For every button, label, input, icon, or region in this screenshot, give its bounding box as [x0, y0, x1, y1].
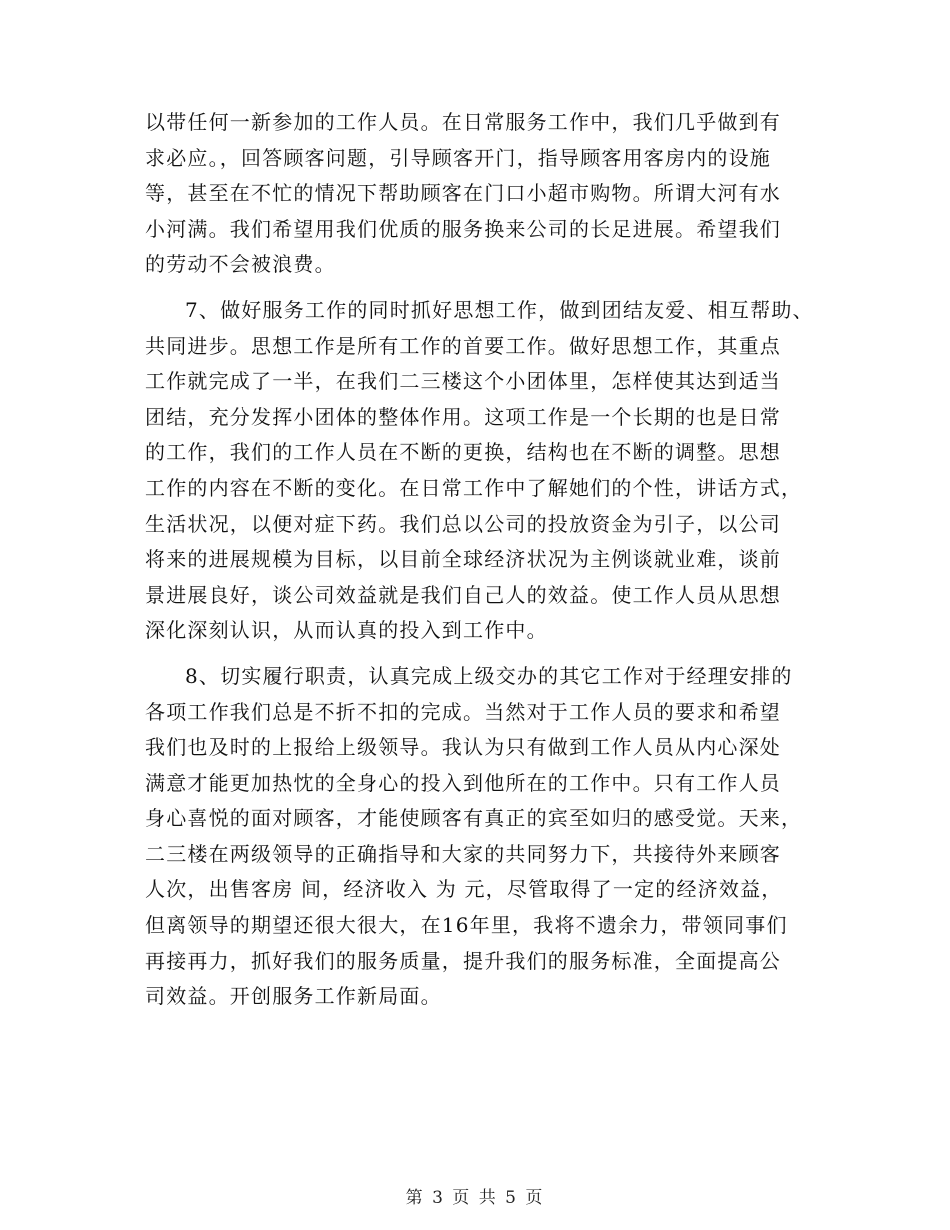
- text-line: 小河满。我们希望用我们优质的服务换来公司的长足进展。希望我们: [145, 216, 781, 241]
- text-line: 等，甚至在不忙的情况下帮助顾客在门口小超市购物。所谓大河有水: [145, 181, 781, 206]
- text-line: 各项工作我们总是不折不扣的完成。当然对于工作人员的要求和希望: [145, 699, 781, 724]
- body-text: [145, 105, 825, 1015]
- text-line: 人次，出售客房 间，经济收入 为 元，尽管取得了一定的经济效益，: [145, 877, 783, 902]
- paragraph-7-first-line: 7、做好服务工作的同时抓好思想工作，做到团结友爱、相互帮助、: [185, 297, 814, 322]
- text-line: 共同进步。思想工作是所有工作的首要工作。做好思想工作，其重点: [145, 333, 781, 358]
- text-line: 工作的内容在不断的变化。在日常工作中了解她们的个性，讲话方式，: [145, 475, 803, 500]
- text-line: 工作就完成了一半，在我们二三楼这个小团体里，怎样使其达到适当: [145, 369, 781, 394]
- paragraph-8-first-line: 8、切实履行职责，认真完成上级交办的其它工作对于经理安排的: [185, 663, 793, 688]
- text-line: 以带任何一新参加的工作人员。在日常服务工作中，我们几乎做到有: [145, 110, 781, 134]
- text-line: 我们也及时的上报给上级领导。我认为只有做到工作人员从内心深处: [145, 735, 781, 760]
- page-number-footer: 第 3 页 共 5 页: [405, 1188, 545, 1208]
- text-line: 团结，充分发挥小团体的整体作用。这项工作是一个长期的也是日常: [145, 404, 781, 429]
- text-line: 将来的进展规模为目标，以目前全球经济状况为主例谈就业难，谈前: [145, 547, 781, 572]
- text-line: 的工作，我们的工作人员在不断的更换，结构也在不断的调整。思想: [145, 440, 781, 465]
- text-line: 的劳动不会被浪费。: [145, 252, 336, 277]
- text-line: 满意才能更加热忱的全身心的投入到他所在的工作中。只有工作人员: [145, 770, 781, 795]
- text-line: 身心喜悦的面对顾客，才能使顾客有真正的宾至如归的感受觉。天来，: [145, 806, 803, 831]
- text-line: 求必应。，回答顾客问题，引导顾客开门，指导顾客用客房内的设施: [145, 145, 771, 170]
- text-line: 深化深刻认识，从而认真的投入到工作中。: [145, 618, 548, 643]
- text-line: 生活状况，以便对症下药。我们总以公司的投放资金为引子，以公司: [145, 511, 781, 536]
- text-line: 司效益。开创服务工作新局面。: [145, 984, 442, 1009]
- text-line: 再接再力，抓好我们的服务质量，提升我们的服务标准，全面提高公: [145, 948, 781, 973]
- text-line: 景进展良好，谈公司效益就是我们自己人的效益。使工作人员从思想: [145, 582, 781, 607]
- text-line: 二三楼在两级领导的正确指导和大家的共同努力下，共接待外来顾客: [145, 841, 781, 866]
- text-line: 但离领导的期望还很大很大，在16年里，我将不遗余力，带领同事们: [145, 913, 788, 938]
